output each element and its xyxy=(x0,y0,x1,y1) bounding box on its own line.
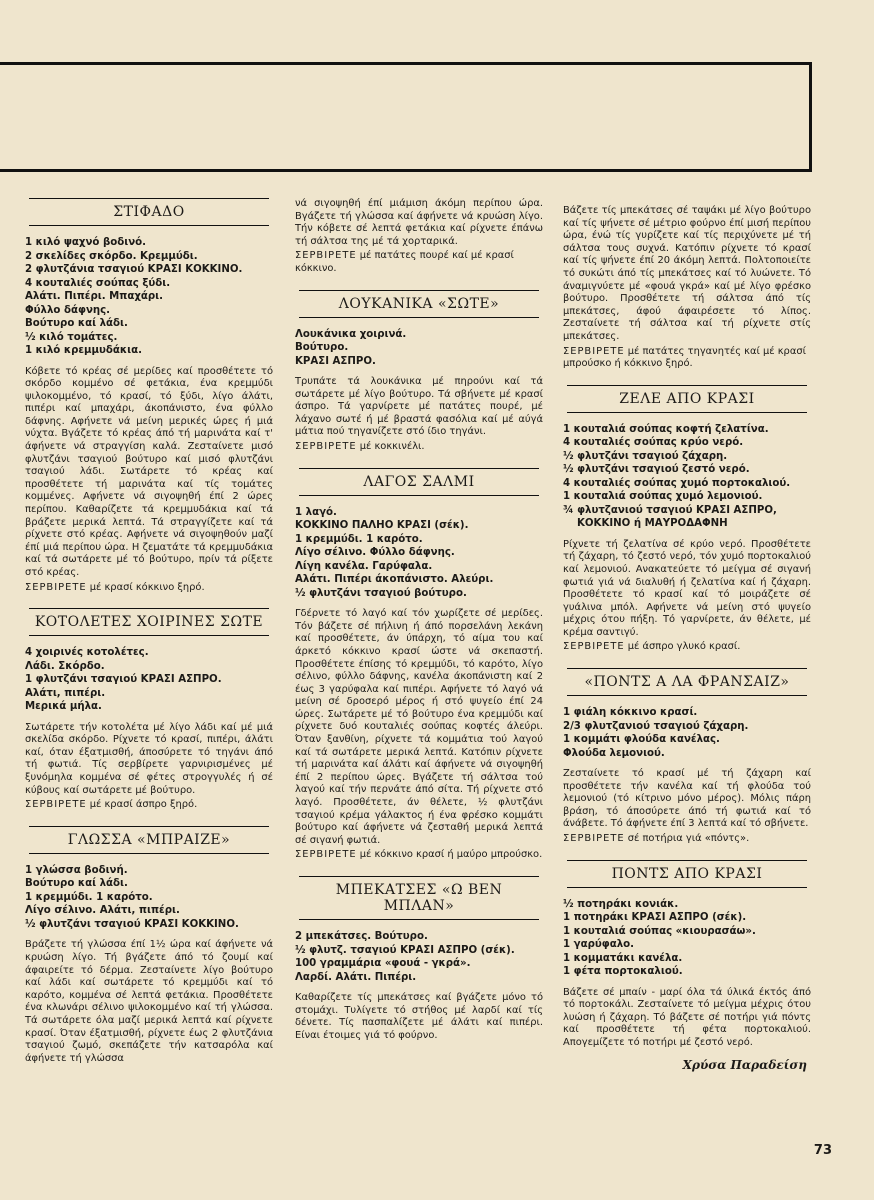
ingredient: 1 κουταλιά σούπας χυμό λεμονιού. xyxy=(563,491,763,503)
ingredient: Λίγο σέλινο. Αλάτι, πιπέρι. xyxy=(25,905,180,917)
ingredient: 1 κουταλιά σούπας κοφτή ζελατίνα. xyxy=(563,423,769,435)
ingredient: Μερικά μήλα. xyxy=(25,701,102,713)
serving-note xyxy=(25,799,273,812)
ingredient: Αλάτι. Πιπέρι. Μπαχάρι. xyxy=(25,291,164,302)
recipe-title: ΠΟΝΤΣ ΑΠΟ ΚΡΑΣΙ xyxy=(567,860,807,888)
serving-note xyxy=(295,250,543,275)
author-signature: Χρύσα Παραδείση xyxy=(682,1057,807,1072)
serve-text: μέ πατάτες τηγανητές καί μέ κρασί μπρούσκο ή κόκκινο ξηρό. xyxy=(563,345,806,370)
ingredients-list xyxy=(295,506,543,601)
recipe-title: ΚΟΤΟΛΕΤΕΣ ΧΟΙΡΙΝΕΣ ΣΩΤΕ xyxy=(29,608,269,636)
ingredient: 2/3 φλυτζανιού τσαγιού ζάχαρη. xyxy=(563,720,749,732)
serving-note xyxy=(563,833,811,846)
ingredient: 4 κουταλιές σούπας κρύο νερό. xyxy=(563,437,744,449)
ingredient: 1 γλώσσα βοδινή. xyxy=(25,864,128,876)
serving-note xyxy=(563,641,811,654)
ingredient: Βούτυρο. xyxy=(295,342,349,354)
column-3 xyxy=(563,205,811,1086)
ingredient: Φύλλο δάφνης. xyxy=(25,304,111,316)
column-1 xyxy=(25,198,273,1079)
serve-label: ΣΕΡΒΙΡΕΤΕ xyxy=(563,641,625,653)
recipe-title: ΛΑΓΟΣ ΣΑΛΜΙ xyxy=(299,468,539,496)
recipe-lagos xyxy=(295,468,543,862)
ingredient: 1 κομμάτι φλούδα κανέλας. xyxy=(563,734,720,746)
ingredient: 4 χοιρινές κοτολέτες. xyxy=(25,647,149,659)
serve-text: σέ ποτήρια γιά «πόντς». xyxy=(624,833,750,845)
recipe-title: «ΠΟΝΤΣ Α ΛΑ ΦΡΑΝΣΑΙΖ» xyxy=(567,668,807,696)
ingredient: Λαρδί. Αλάτι. Πιπέρι. xyxy=(295,971,417,983)
ingredient: Φλούδα λεμονιού. xyxy=(563,747,665,759)
ingredient: Αλάτι. Πιπέρι άκοπάνιστο. Αλεύρι. xyxy=(295,574,494,586)
recipe-stifado xyxy=(25,198,273,594)
recipe-title: ΣΤΙΦΑΔΟ xyxy=(29,198,269,226)
ingredient: 1 κουταλιά σούπας «κιουρασάω». xyxy=(563,925,756,937)
recipe-title: ΜΠΕΚΑΤΣΕΣ «Ω ΒΕΝ ΜΠΛΑΝ» xyxy=(299,876,539,920)
serving-note xyxy=(295,849,543,862)
recipe-ponts-krasi xyxy=(563,860,811,1072)
recipe-instructions: νά σιγοψηθή έπί μιάμιση άκόμη περίπου ώρα. Βγάζετε τή γλώσσα καί άφήνετε νά κρυώση λίγο. Τήν κόβετε σέ λεπτά φετάκια καί ρίχνετε έπάνω τή σάλτσα της μέ τά χορταρικά. xyxy=(295,198,543,247)
serve-label: ΣΕΡΒΙΡΕΤΕ xyxy=(295,250,357,262)
serve-text: μέ κόκκινο κρασί ή μαύρο μπρούσκο. xyxy=(356,849,543,861)
recipe-title: ΓΛΩΣΣΑ «ΜΠΡΑΙΖΕ» xyxy=(29,826,269,854)
recipe-title: ΖΕΛΕ ΑΠΟ ΚΡΑΣΙ xyxy=(567,385,807,413)
ingredient: 1 λαγό. xyxy=(295,506,337,518)
ingredient: Αλάτι, πιπέρι. xyxy=(25,687,106,699)
recipe-instructions: Τρυπάτε τά λουκάνικα μέ πηρούνι καί τά σωτάρετε μέ λίγο βούτυρο. Τά σβήνετε μέ κρασί άσπρο. Τά γαρνίρετε μέ πατάτες πουρέ, μέ λάχανο σωτέ ή μέ βραστά φασόλια καί μέ αύγά μάτια πού τηγανίζετε στό ίδιο τηγάνι. xyxy=(295,376,543,438)
ingredient: Βούτυρο καί λάδι. xyxy=(25,318,128,329)
header-frame xyxy=(0,62,812,172)
ingredient: ΚΡΑΣΙ ΑΣΠΡΟ. xyxy=(295,355,376,367)
ingredient: ¾ φλυτζανιού τσαγιού ΚΡΑΣΙ ΑΣΠΡΟ, xyxy=(563,504,777,516)
serve-label: ΣΕΡΒΙΡΕΤΕ xyxy=(25,581,87,593)
recipe-instructions: Σωτάρετε τήν κοτολέτα μέ λίγο λάδι καί μέ μιά σκελίδα σκόρδο. Ρίχνετε τό κρασί, πιπέρι, άλάτι καί, όταν έξατμισθή, άποσύρετε τό τηγάνι άπό τή φωτιά. Τίς σερβίρετε γαρνιρισμένες μέ ξυνόμηλα κομμένα σέ φέτες στρογγυλές ή σέ κύβους καί σωτάρετε μέ βούτυρο. xyxy=(25,721,273,796)
serve-label: ΣΕΡΒΙΡΕΤΕ xyxy=(25,799,87,811)
ingredients-list xyxy=(563,423,811,531)
serve-text: μέ κοκκινέλι. xyxy=(356,441,425,453)
serve-text: μέ κρασί κόκκινο ξηρό. xyxy=(86,581,205,593)
ingredient: 1 κιλό κρεμμυδάκια. xyxy=(25,345,142,356)
ingredients-list xyxy=(295,930,543,984)
recipe-loukanika xyxy=(295,290,543,454)
ingredient: Βούτυρο καί λάδι. xyxy=(25,878,128,890)
ingredient: 2 φλυτζάνια τσαγιού ΚΡΑΣΙ ΚΟΚΚΙΝΟ. xyxy=(25,264,243,275)
page-number: 73 xyxy=(813,1143,832,1158)
ingredient: 2 μπεκάτσες. Βούτυρο. xyxy=(295,931,428,942)
serving-note xyxy=(25,582,273,595)
ingredients-list xyxy=(25,864,273,932)
recipe-instructions: Κόβετε τό κρέας σέ μερίδες καί προσθέτετε τό σκόρδο κομμένο σέ φετάκια, ένα κρεμμύδι ψιλοκομμένο, τό κρασί, τό ξύδι, λίγο άλάτι, πιπέρι καί μπαχάρι, άκοπάνιστο, ένα φύλλο δάφνης. Αφήνετε νά μείνη μερικές ώρες ή μιά νύχτα. Βγάζετε τό κρέας άπό τή μαρινάτα καί τ' άφήνετε νά στραγγίση καλά. Ζεσταίνετε μισό φλυτζάνι τσαγιού βούτυρο καί μισό φλυτζάνι τσαγιού λάδι. Σωτάρετε τό κρέας καί προσθέτετε τή μαρινάτα καί τίς τομάτες κομμένες. Αφήνετε νά σιγοψηθή έπί 2 ώρες περίπου. Καθαρίζετε τά κρεμμυδάκια καί τά βράζετε μερικά λεπτά. Τά στραγγίζετε καί τά ρίχνετε στό κρέας. Αφήνετε νά σιγοψηθούν μαζί έπί μιά περίπου ώρα. Η ζεματάτε τά κρεμμυδάκια καί τά σωτάρετε μέ τό βούτυρο, πρίν τά ρίξετε στό κρέας. xyxy=(25,365,273,578)
ingredient: 1 φέτα πορτοκαλιού. xyxy=(563,966,683,978)
ingredient: 1 φιάλη κόκκινο κρασί. xyxy=(563,707,698,719)
ingredient: 4 κουταλιές σούπας χυμό πορτοκαλιού. xyxy=(563,477,791,489)
ingredients-list xyxy=(25,646,273,714)
recipe-mpekatses-continued xyxy=(563,205,811,371)
ingredients-list xyxy=(25,236,273,358)
serve-label: ΣΕΡΒΙΡΕΤΕ xyxy=(295,441,357,453)
ingredient: 1 κομματάκι κανέλα. xyxy=(563,952,683,964)
column-2 xyxy=(295,198,543,1056)
ingredient: 1 κρεμμύδι. 1 καρότο. xyxy=(25,891,153,903)
serve-text: μέ πατάτες πουρέ καί μέ κρασί κόκκινο. xyxy=(295,250,514,274)
ingredient: 1 ποτηράκι ΚΡΑΣΙ ΑΣΠΡΟ (σέκ). xyxy=(563,912,747,924)
ingredient: 100 γραμμάρια «φουά - γκρά». xyxy=(295,958,471,969)
ingredient: 4 κουταλιές σούπας ξύδι. xyxy=(25,277,171,289)
ingredient: 1 κρεμμύδι. 1 καρότο. xyxy=(295,533,423,545)
recipe-glossa-continued xyxy=(295,198,543,276)
serve-label: ΣΕΡΒΙΡΕΤΕ xyxy=(563,833,625,845)
recipe-mpekatses xyxy=(295,876,543,1042)
ingredient: ½ φλυτζάνι τσαγιού ΚΡΑΣΙ ΚΟΚΚΙΝΟ. xyxy=(25,918,239,930)
ingredient: ½ ποτηράκι κονιάκ. xyxy=(563,898,679,910)
recipe-kotoletes xyxy=(25,608,273,812)
recipe-instructions: Ρίχνετε τή ζελατίνα σέ κρύο νερό. Προσθέτετε τή ζάχαρη, τό ζεστό νερό, τόν χυμό πορτοκαλιού καί λεμονιού. Ανακατεύετε τό μείγμα σέ σιγανή φωτιά γιά νά διαλυθή ή ζελατίνα καί ή ζάχαρη. Προσθέτετε τό κρασί καί τό μοιράζετε σέ γυάλινα μπόλ. Αφήνετε νά μείνη στό ψυγείο μέχρις ότου πήξη. Τό γαρνίρετε, άν θέλετε, μέ κρέμα σαντιγύ. xyxy=(563,538,811,638)
serving-note xyxy=(563,346,811,371)
serve-text: μέ άσπρο γλυκό κρασί. xyxy=(624,641,741,653)
ingredient: ½ φλυτζάνι τσαγιού ζάχαρη. xyxy=(563,450,728,462)
ingredient: ½ φλυτζ. τσαγιού ΚΡΑΣΙ ΑΣΠΡΟ (σέκ). xyxy=(295,944,515,956)
ingredient: Λίγο σέλινο. Φύλλο δάφνης. xyxy=(295,547,455,559)
ingredient: Λίγη κανέλα. Γαρύφαλα. xyxy=(295,560,433,572)
recipe-zele xyxy=(563,385,811,654)
serving-note xyxy=(295,441,543,454)
ingredient: Λουκάνικα χοιρινά. xyxy=(295,328,407,340)
ingredient: ½ φλυτζάνι τσαγιού βούτυρο. xyxy=(295,587,467,599)
ingredient: Λάδι. Σκόρδο. xyxy=(25,660,105,672)
ingredients-list xyxy=(563,898,811,979)
ingredient: 1 φλυτζάνι τσαγιού ΚΡΑΣΙ ΑΣΠΡΟ. xyxy=(25,674,222,686)
ingredient: 1 κιλό ψαχνό βοδινό. xyxy=(25,237,147,248)
serve-text: μέ κρασί άσπρο ξηρό. xyxy=(86,799,198,811)
recipe-instructions: Καθαρίζετε τίς μπεκάτσες καί βγάζετε μόνο τό στομάχι. Τυλίγετε τό στήθος μέ λαρδί καί τίς δένετε. Τίς πασπαλίζετε μέ άλάτι καί πιπέρι. Είναι έτοιμες γιά τό φούρνο. xyxy=(295,992,543,1041)
ingredient: ΚΟΚΚΙΝΟ ΠΑΛΗΟ ΚΡΑΣΙ (σέκ). xyxy=(295,520,469,532)
recipe-instructions: Βάζετε τίς μπεκάτσες σέ ταψάκι μέ λίγο βούτυρο καί τίς ψήνετε σέ μέτριο φούρνο έπί μισή περίπου ώρα, ένώ τίς γυρίζετε καί τίς περιχύνετε μέ τή σάλτσα τους συχνά. Κατόπιν ρίχνετε τό κρασί καί τίς ψήνετε έπί 20 άκόμη λεπτά. Πολτοποιείτε τό συκώτι άπό τίς μπεκάτσες καί τό λυώνετε. Τό άναμιγνύετε μέ «φουά γκρά» καί μέ λίγο φρέσκο βούτυρο. Προσθέτετε τή σάλτσα άπό τίς μπεκάτσες, άφού άφαιρέσετε τό λίπος. Ζεσταίνετε τή σάλτσα καί τή ρίχνετε στίς μπεκάτσες. xyxy=(563,205,811,342)
recipe-instructions: Γδέρνετε τό λαγό καί τόν χωρίζετε σέ μερίδες. Τόν βάζετε σέ πήλινη ή άπό πορσελάνη λεκάνη καί προσθέτετε, άν ύπάρχη, τό αίμα του καί άρκετό κόκκινο κρασί ώστε νά σκεπαστή. Προσθέτετε έπίσης τό κρεμμύδι, τό καρότο, λίγο σέλινο, φύλλο δάφνης, κανέλα άκοπάνιστη καί 2 έως 3 γαρύφαλα καί πιπέρι. Αφήνετε τό λαγό νά μείνη σέ δροσερό μέρος ή στό ψυγείο έπί 24 ώρες. Σωτάρετε μέ τό βούτυρο ένα κρεμμύδι καί ρίχνετε δυό κουταλιές σούπας κοφτές άλεύρι. Όταν ξανθίνη, ρίχνετε τά κομμάτια τού λαγού καί τά σωτάρετε μερικά λεπτά. Κατόπιν ρίχνετε τή μαρινάτα καί άλάτι καί άφήνετε νά σιγοψηθή έπί 2 περίπου ώρες. Βγάζετε τή σάλτσα τού λαγού καί τήν περνάτε άπό σίτα. Τή ρίχνετε στό λαγό. Προσθέτετε, άν θέλετε, ½ φλυτζάνι τσαγιού κρέμα γάλακτος ή ένα φρέσκο κομμάτι βούτυρο καί άφήνετε νά ζεσταθή μερικά λεπτά σέ σιγανή φωτιά. xyxy=(295,608,543,846)
ingredient: ½ κιλό τομάτες. xyxy=(25,331,118,343)
recipe-instructions: Βάζετε σέ μπαίν - μαρί όλα τά ύλικά έκτός άπό τό πορτοκάλι. Ζεσταίνετε τό μείγμα μέχρις ότου λυώση ή ζάχαρη. Τό βάζετε σέ ποτήρι γιά πόντς καί προσθέτετε τή φέτα πορτοκαλιού. Απογεμίζετε τό ποτήρι μέ ζεστό νερό. xyxy=(563,986,811,1048)
ingredient: 2 σκελίδες σκόρδο. Κρεμμύδι. xyxy=(25,250,198,262)
recipe-ponts-francaise xyxy=(563,668,811,846)
serve-label: ΣΕΡΒΙΡΕΤΕ xyxy=(563,345,625,357)
ingredient: ½ φλυτζάνι τσαγιού ζεστό νερό. xyxy=(563,464,750,476)
serve-label: ΣΕΡΒΙΡΕΤΕ xyxy=(295,849,357,861)
recipe-title: ΛΟΥΚΑΝΙΚΑ «ΣΩΤΕ» xyxy=(299,290,539,318)
ingredients-list xyxy=(295,328,543,369)
recipe-glossa xyxy=(25,826,273,1065)
ingredient: ΚΟΚΚΙΝΟ ή ΜΑΥΡΟΔΑΦΝΗ xyxy=(577,518,728,530)
recipe-instructions: Βράζετε τή γλώσσα έπί 1½ ώρα καί άφήνετε νά κρυώση λίγο. Τή βγάζετε άπό τό ζουμί καί άφαιρείτε τό δέρμα. Ζεσταίνετε λίγο βούτυρο καί λάδι καί σωτάρετε τό κρεμμύδι καί τό καρότο, κομμένα σέ λεπτά φετάκια. Προσθέτετε ένα κλωνάρι σέλινο ψιλοκομμένο καί τή γλώσσα. Τά σωτάρετε όλα μαζί μερικά λεπτά καί ρίχνετε κρασί. Όταν έξατμισθή, ρίχνετε έως 2 φλυτζάνια τσαγιού ζωμό, σκεπάζετε τήν κατσαρόλα καί άφήνετε τή γλώσσα xyxy=(25,939,273,1064)
ingredients-list xyxy=(563,706,811,760)
recipe-instructions: Ζεσταίνετε τό κρασί μέ τή ζάχαρη καί προσθέτετε τήν κανέλα καί τή φλούδα τού λεμονιού (τό κίτρινο μόνο μέρος). Μόλις πάρη βράση, τό άποσύρετε άπό τή φωτιά καί τό άνάβετε. Τό άφήνετε έπί 3 λεπτά καί τό σβήνετε. xyxy=(563,768,811,830)
ingredient: 1 γαρύφαλο. xyxy=(563,939,635,951)
